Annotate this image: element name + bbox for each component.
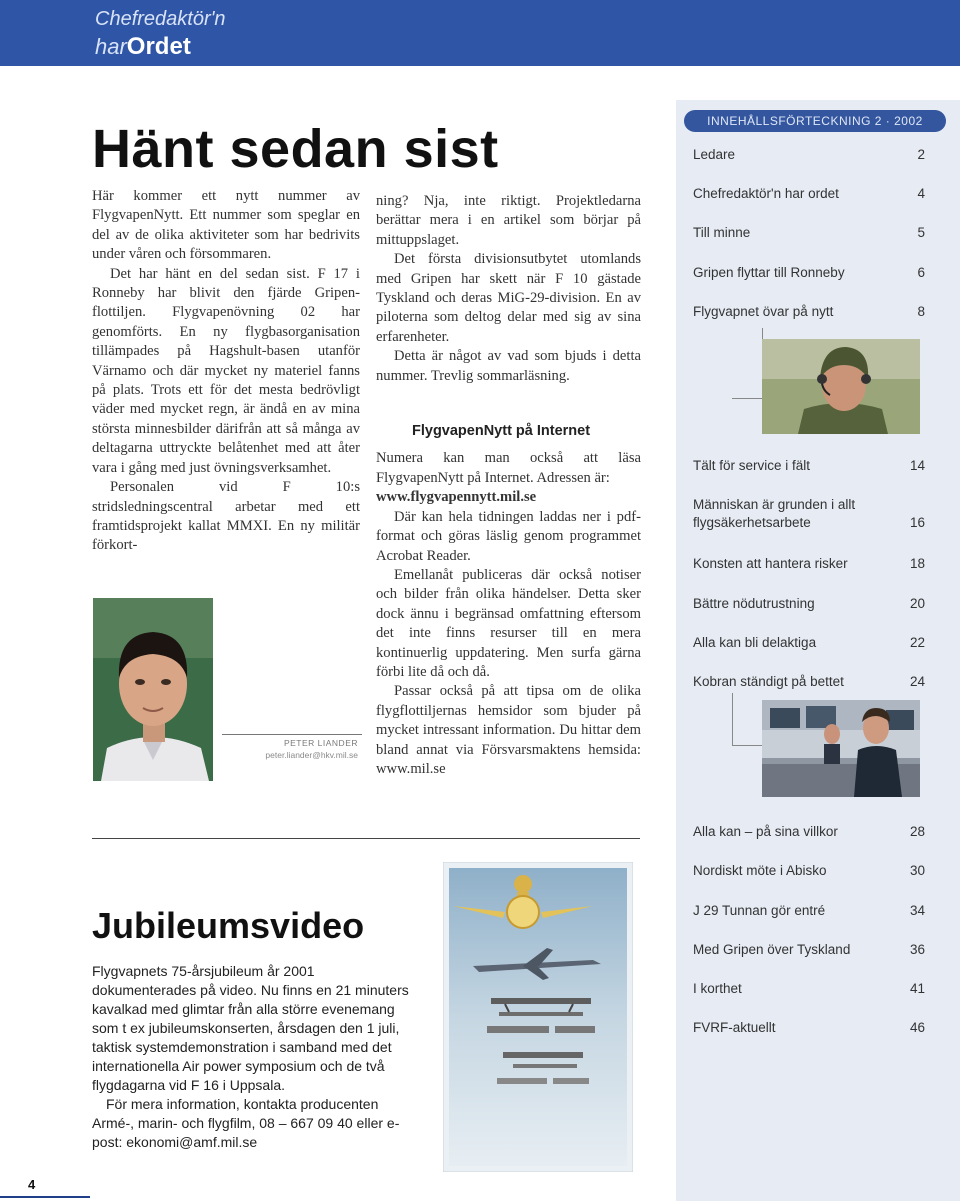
article-paragraph: Det har hänt en del sedan sist. F 17 i Ronneby har blivit den fjärde Gripen-flottiljen. Flygvapenövning 02 har genomförts. En ny flygbasorganisation tillämpades på Hagshult-basen utanför Värnamo och där mycket ny materiel fanns på plats. Trots ett för det mesta bedrövligt väder med mycket regn, är ändå en av mina största minnesbilder därifrån att så många av deltagarna uttryckte belåtenhet med att åter vara i gång med just övningsverksamhet.	[92, 265, 360, 476]
toc-item-page: 14	[909, 458, 925, 473]
toc-item-page: 36	[909, 942, 925, 957]
toc-bracket-line	[732, 398, 762, 399]
video-cover	[443, 862, 633, 1172]
toc-item-page: 28	[909, 824, 925, 839]
toc-item[interactable]	[693, 555, 925, 573]
toc-bracket-line	[732, 745, 762, 746]
page-number-rule	[0, 1196, 90, 1198]
toc-item-page: 41	[909, 981, 925, 996]
video-text	[92, 962, 414, 1152]
editor-portrait	[93, 598, 213, 781]
toc-item[interactable]	[693, 224, 925, 242]
toc-item-title: FVRF-aktuellt	[693, 1020, 776, 1035]
toc-item[interactable]	[693, 457, 925, 475]
toc-item[interactable]	[693, 1019, 925, 1037]
header-title-line2	[95, 33, 191, 61]
toc-item[interactable]	[693, 980, 925, 998]
internet-paragraph: Där kan hela tidningen laddas ner i pdf-format och göras läslig genom programmet Acrobat Reader.	[376, 508, 641, 564]
toc-item[interactable]	[693, 146, 925, 164]
toc-item[interactable]	[693, 264, 925, 282]
toc-item[interactable]	[693, 862, 925, 880]
toc-item[interactable]	[693, 902, 925, 920]
toc-item-page: 4	[917, 186, 925, 201]
toc-header: INNEHÅLLSFÖRTECKNING 2 · 2002	[684, 110, 946, 132]
toc-item-title: Nordiskt möte i Abisko	[693, 863, 827, 878]
internet-paragraph	[376, 682, 641, 779]
website-url[interactable]: www.mil.se	[376, 760, 446, 777]
section-divider	[92, 838, 640, 839]
toc-item-title: Konsten att hantera risker	[693, 556, 848, 571]
video-title: Jubileumsvideo	[92, 905, 365, 946]
toc-item-page: 22	[909, 635, 925, 650]
toc-item-title: I korthet	[693, 981, 742, 996]
control-room-photo	[762, 700, 920, 797]
toc-item[interactable]	[693, 185, 925, 203]
toc-item-title: Kobran ständigt på bettet	[693, 674, 844, 689]
toc-item-title: Bättre nödutrustning	[693, 596, 815, 611]
toc-item-title: Med Gripen över Tyskland	[693, 942, 851, 957]
toc-item-page: 30	[909, 863, 925, 878]
soldier-photo	[762, 339, 920, 434]
toc-item-page: 20	[909, 596, 925, 611]
toc-item-page: 24	[909, 674, 925, 689]
toc-item-title: Flygvapnet övar på nytt	[693, 304, 834, 319]
internet-text: Passar också på att tipsa om de olika flygflottiljernas hemsidor som bjuder på mycket intressant information. Du hittar dem bland annat via Försvarsmaktens hemsida:	[376, 683, 641, 758]
page-number: 4	[28, 1177, 36, 1192]
toc-item-title: J 29 Tunnan gör entré	[693, 903, 826, 918]
toc-item-title: Människan är grunden i allt flygsäkerhetsarbete	[693, 497, 856, 530]
toc-item-page: 34	[909, 903, 925, 918]
article-column-2	[376, 192, 641, 779]
video-paragraph: För mera information, kontakta producenten Armé-, marin- och flygfilm, 08 – 667 09 40 eller e-post: ekonomi@amf.mil.se	[92, 1096, 400, 1150]
internet-paragraph	[376, 449, 641, 507]
toc-item[interactable]	[693, 673, 925, 691]
website-url[interactable]: www.flygvapennytt.mil.se	[376, 489, 537, 506]
header-title-line1: Chefredaktör'n	[95, 8, 226, 30]
toc-item[interactable]	[693, 595, 925, 613]
article-title: Hänt sedan sist	[92, 119, 499, 179]
header-title-prefix: har	[95, 34, 127, 59]
toc-bracket-line	[732, 693, 733, 745]
internet-paragraph: Emellanåt publiceras där också notiser och bilder från olika händelser. Detta sker dock ännu i begränsad omfattning eftersom det inte finns resurser till en mera kontinuerlig uppdatering. Men surfa gärna förbi lite då och då.	[376, 566, 641, 680]
toc-item-page: 46	[909, 1020, 925, 1035]
toc-item-title: Till minne	[693, 225, 751, 240]
toc-item[interactable]	[693, 496, 925, 532]
toc-item-title: Chefredaktör'n har ordet	[693, 186, 839, 201]
toc-item-page: 5	[917, 225, 925, 240]
toc-item-page: 6	[917, 265, 925, 280]
article-column-1	[92, 187, 360, 556]
video-paragraph: Flygvapnets 75-årsjubileum år 2001 dokumenterades på video. Nu finns en 21 minuters kavalkad med glimtar från alla större evenemang som t ex jubileumskonserten, årsdagen den 1 juli, taktisk systemdemonstration i samband med det internationella Air power symposium och de två flygdagarna vid F 16 i Uppsala.	[92, 963, 409, 1093]
toc-item-page: 16	[909, 515, 925, 530]
article-paragraph: Det första divisionsutbytet utomlands med Gripen har skett när F 10 gästade Tyskland och deras MiG-29-division. En av piloterna som deltog delar med sig av sina erfarenheter.	[376, 251, 641, 345]
toc-item-title: Tält för service i fält	[693, 458, 811, 473]
article-paragraph: Här kommer ett nytt nummer av FlygvapenNytt. Ett nummer som speglar en del av de olika aktiviteter som har bedrivits under våren och försommaren.	[92, 188, 360, 263]
internet-heading: FlygvapenNytt på Internet	[412, 423, 591, 440]
signature-name: PETER LIANDER	[283, 738, 358, 748]
toc-item[interactable]	[693, 634, 925, 652]
toc-item-page: 18	[909, 556, 925, 571]
toc-item-title: Alla kan – på sina villkor	[693, 824, 838, 839]
article-paragraph: Detta är något av vad som bjuds i detta nummer. Trevlig sommarläsning.	[376, 348, 641, 384]
toc-item[interactable]	[693, 303, 925, 321]
toc-item-page: 8	[917, 304, 925, 319]
toc-item-title: Alla kan bli delaktiga	[693, 635, 817, 650]
signature-email: peter.liander@hkv.mil.se	[265, 750, 358, 760]
toc-item-title: Gripen flyttar till Ronneby	[693, 265, 845, 280]
signature-rule	[222, 734, 362, 735]
toc-item-page: 2	[917, 147, 925, 162]
header-title-bold: Ordet	[126, 33, 191, 60]
article-paragraph: ning? Nja, inte riktigt. Projektledarna berättar mera i en artikel som börjar på mittuppslaget.	[376, 193, 641, 248]
article-paragraph: Personalen vid F 10:s stridsledningscentral arbetar med ett framtidsprojekt kallat MMXI. En ny militär förkort-	[92, 479, 360, 554]
toc-item-title: Ledare	[693, 147, 736, 162]
toc-item[interactable]	[693, 941, 925, 959]
internet-text: Numera kan man också att läsa FlygvapenNytt på Internet. Adressen är:	[376, 450, 641, 486]
toc-item[interactable]	[693, 823, 925, 841]
